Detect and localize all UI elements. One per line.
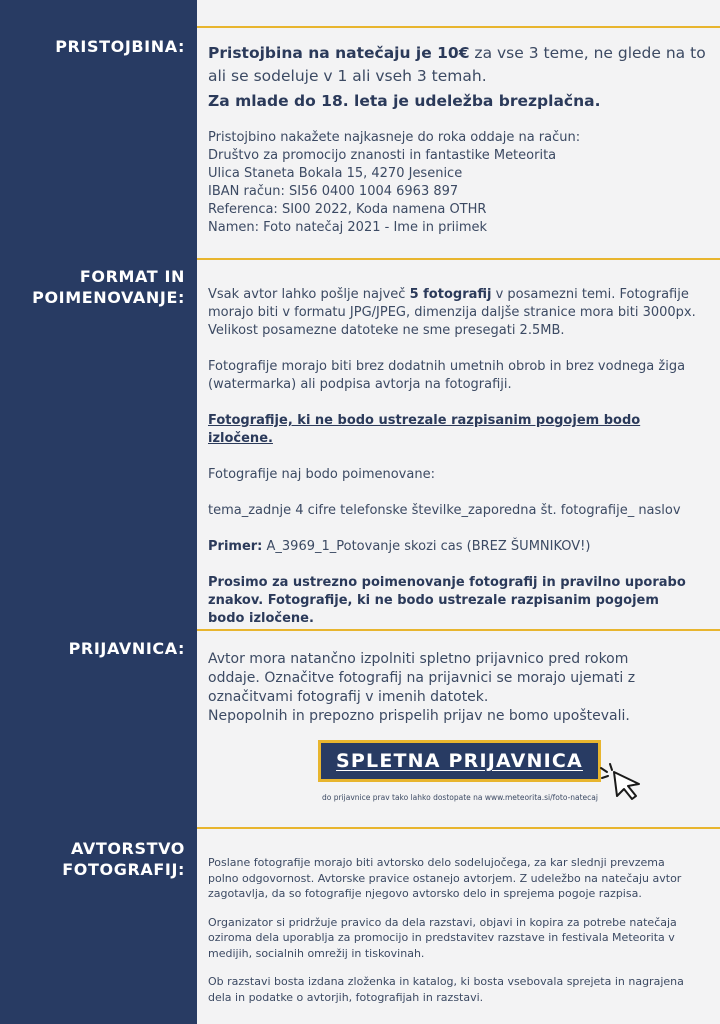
divider-rule xyxy=(197,629,720,631)
fee-label: PRISTOJBINA: xyxy=(55,37,185,56)
authorship-catalogue: Ob razstavi bosta izdana zloženka in katalog, ki bosta vsebovala sprejeta in nagrajena dela in podatke o avtorjih, fotografijah in razstavi. xyxy=(208,975,684,1004)
application-text: Avtor mora natančno izpolniti spletno prijavnico pred rokom oddaje. Označitve fotografij na prijavnici se morajo ujemati z označitvami fotografij v imenih datotek. xyxy=(208,651,636,705)
payment-line: Ulica Staneta Bokala 15, 4270 Jesenice xyxy=(208,166,463,181)
format-label xyxy=(32,266,185,308)
format-label-line2: POIMENOVANJE: xyxy=(32,288,185,307)
format-label-line1: FORMAT IN xyxy=(79,267,185,286)
application-text: Nepopolnih in prepozno prispelih prijav ne bomo upoštevali. xyxy=(208,708,630,724)
format-reminder: Prosimo za ustrezno poimenovanje fotografij in pravilno uporabo znakov. Fotografije, ki ne bodo ustrezale razpisanim pogojem bodo izločene. xyxy=(208,575,686,626)
application-label: PRIJAVNICA: xyxy=(68,639,185,658)
authorship-label xyxy=(62,838,185,880)
format-example xyxy=(208,538,698,556)
application-section xyxy=(208,650,680,726)
payment-line: Referenca: SI00 2022, Koda namena OTHR xyxy=(208,202,487,217)
authorship-section xyxy=(208,855,698,1005)
format-limits xyxy=(208,286,698,340)
format-naming-intro: Fotografije naj bodo poimenovane: xyxy=(208,467,435,482)
fee-youth: Za mlade do 18. leta je udeležba brezplačna. xyxy=(208,92,601,110)
format-limit-count: 5 fotografij xyxy=(409,287,492,302)
format-warning: Fotografije, ki ne bodo ustrezale razpisanim pogojem bodo izločene. xyxy=(208,413,641,446)
online-application-button[interactable] xyxy=(318,740,601,782)
fee-scope: za vse 3 teme, ne glede na to ali se sodeluje v 1 ali vseh 3 temah. xyxy=(208,44,706,85)
format-limits-b: v posamezni temi. Fotografije morajo biti v formatu JPG/JPEG, dimenzija daljše stranice mora biti 3000px. Velikost posamezne datoteke ne sme presegati 2.5MB. xyxy=(208,287,696,338)
format-section xyxy=(208,286,698,628)
authorship-usage-rights: Organizator si pridržuje pravico da dela razstavi, objavi in kopira za potrebe natečaja oziroma dela uporablja za promocijo in predstavitev razstave in festivala Meteorita v medijih, socialnih omrežij in tiskovinah. xyxy=(208,915,677,960)
authorship-label-line2: FOTOGRAFIJ: xyxy=(62,860,185,879)
application-url-note: do prijavnice prav tako lahko dostopate na www.meteorita.si/foto-natecaj xyxy=(322,793,598,802)
payment-line: IBAN račun: SI56 0400 1004 6963 897 xyxy=(208,184,459,199)
payment-line: Pristojbino nakažete najkasneje do roka oddaje na račun: xyxy=(208,130,581,145)
online-application-button-label: SPLETNA PRIJAVNICA xyxy=(336,750,583,772)
fee-statement xyxy=(208,42,708,88)
payment-details xyxy=(208,129,708,237)
format-naming-pattern: tema_zadnje 4 cifre telefonske številke_zaporedna št. fotografije_ naslov xyxy=(208,503,681,518)
divider-rule xyxy=(197,827,720,829)
payment-line: Namen: Foto natečaj 2021 - Ime in priimek xyxy=(208,220,488,235)
authorship-label-line1: AVTORSTVO xyxy=(70,839,185,858)
fee-amount: Pristojbina na natečaju je 10€ xyxy=(208,44,470,62)
divider-rule xyxy=(197,258,720,260)
format-example-value: A_3969_1_Potovanje skozi cas (BREZ ŠUMNIKOV!) xyxy=(262,539,591,554)
payment-line: Društvo za promocijo znanosti in fantastike Meteorita xyxy=(208,148,557,163)
fee-section xyxy=(208,42,708,237)
authorship-responsibility: Poslane fotografije morajo biti avtorsko delo sodelujočega, za kar slednji prevzema polno odgovornost. Avtorske pravice ostanejo avtorjem. Z udeležbo na natečaju avtor zagotavlja, da so fotografije njegovo avtorsko delo in sprejema pogoje razpisa. xyxy=(208,856,682,900)
format-example-label: Primer: xyxy=(208,539,263,554)
divider-rule xyxy=(197,26,720,28)
format-limits-a: Vsak avtor lahko pošlje največ xyxy=(208,287,410,302)
format-no-watermark: Fotografije morajo biti brez dodatnih umetnih obrob in brez vodnega žiga (watermarka) ali podpisa avtorja na fotografiji. xyxy=(208,359,686,392)
